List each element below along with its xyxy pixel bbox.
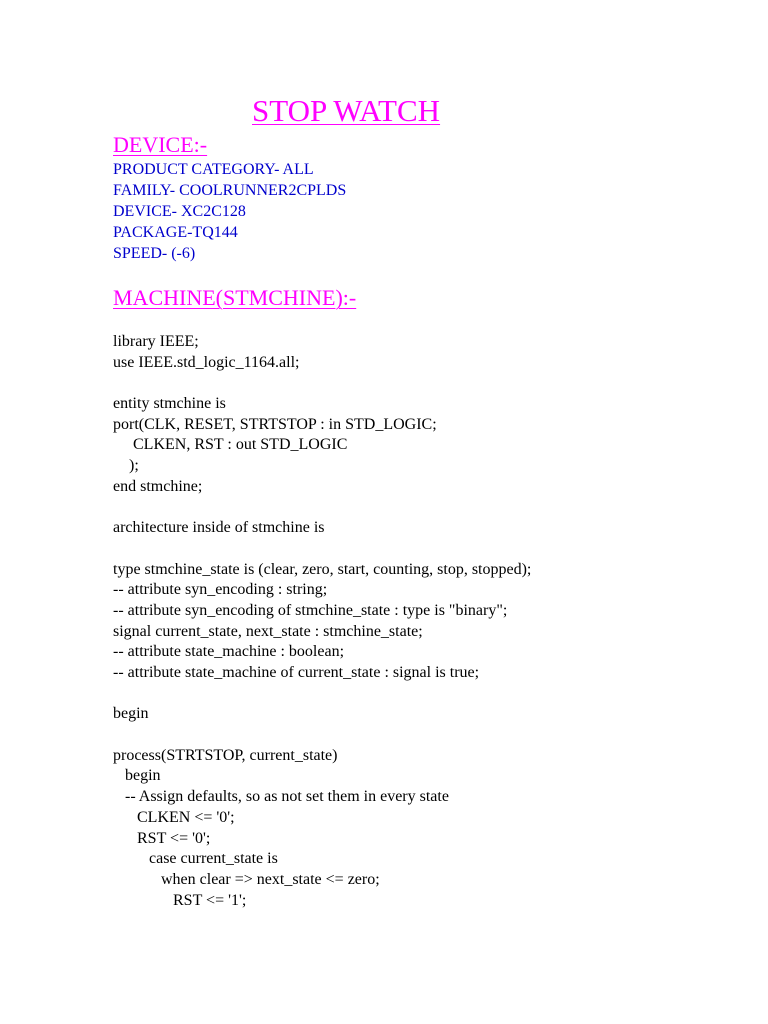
code-blank-line [113,725,531,746]
code-line: -- Assign defaults, so as not set them in every state [113,788,449,806]
code-blank-line [113,539,531,560]
code-line: RST <= '0'; [113,829,211,847]
device-info-line: FAMILY- COOLRUNNER2CPLDS [113,182,347,199]
code-line: when clear => next_state <= zero; [113,870,380,888]
code-line: library IEEE; [113,333,199,350]
code-blank-line [113,373,531,394]
code-line: CLKEN <= '0'; [113,808,235,826]
code-blank-line [113,498,531,519]
page-title: STOP WATCH [252,93,441,128]
machine-heading: MACHINE(STMCHINE):- [113,285,357,310]
code-line: architecture inside of stmchine is [113,519,325,537]
code-line: type stmchine_state is (clear, zero, start, counting, stop, stopped); [113,560,532,578]
device-info-line: PRODUCT CATEGORY- ALL [113,161,314,178]
code-line: signal current_state, next_state : stmchine_state; [113,622,423,640]
code-line: -- attribute state_machine : boolean; [113,643,345,661]
code-line: begin [113,705,149,723]
code-line: end stmchine; [113,477,203,495]
device-info-line: PACKAGE-TQ144 [113,224,238,241]
device-info-line: SPEED- (-6) [113,245,196,262]
code-line: entity stmchine is [113,395,226,413]
code-line: port(CLK, RESET, STRTSTOP : in STD_LOGIC; [113,415,437,433]
code-blank-line [113,684,531,705]
code-block [113,332,531,911]
code-line: process(STRTSTOP, current_state) [113,746,338,764]
code-line: CLKEN, RST : out STD_LOGIC [113,436,348,454]
code-line: -- attribute syn_encoding of stmchine_state : type is "binary"; [113,601,508,619]
code-line: case current_state is [113,850,278,868]
code-line: RST <= '1'; [113,891,247,909]
code-line: -- attribute state_machine of current_state : signal is true; [113,664,480,681]
code-line: begin [113,767,161,785]
code-line: use IEEE.std_logic_1164.all; [113,353,300,371]
code-line: -- attribute syn_encoding : string; [113,581,328,599]
device-heading: DEVICE:- [113,132,208,157]
device-info-line: DEVICE- XC2C128 [113,203,246,220]
device-info-list [113,159,346,264]
code-line: ); [113,457,139,475]
